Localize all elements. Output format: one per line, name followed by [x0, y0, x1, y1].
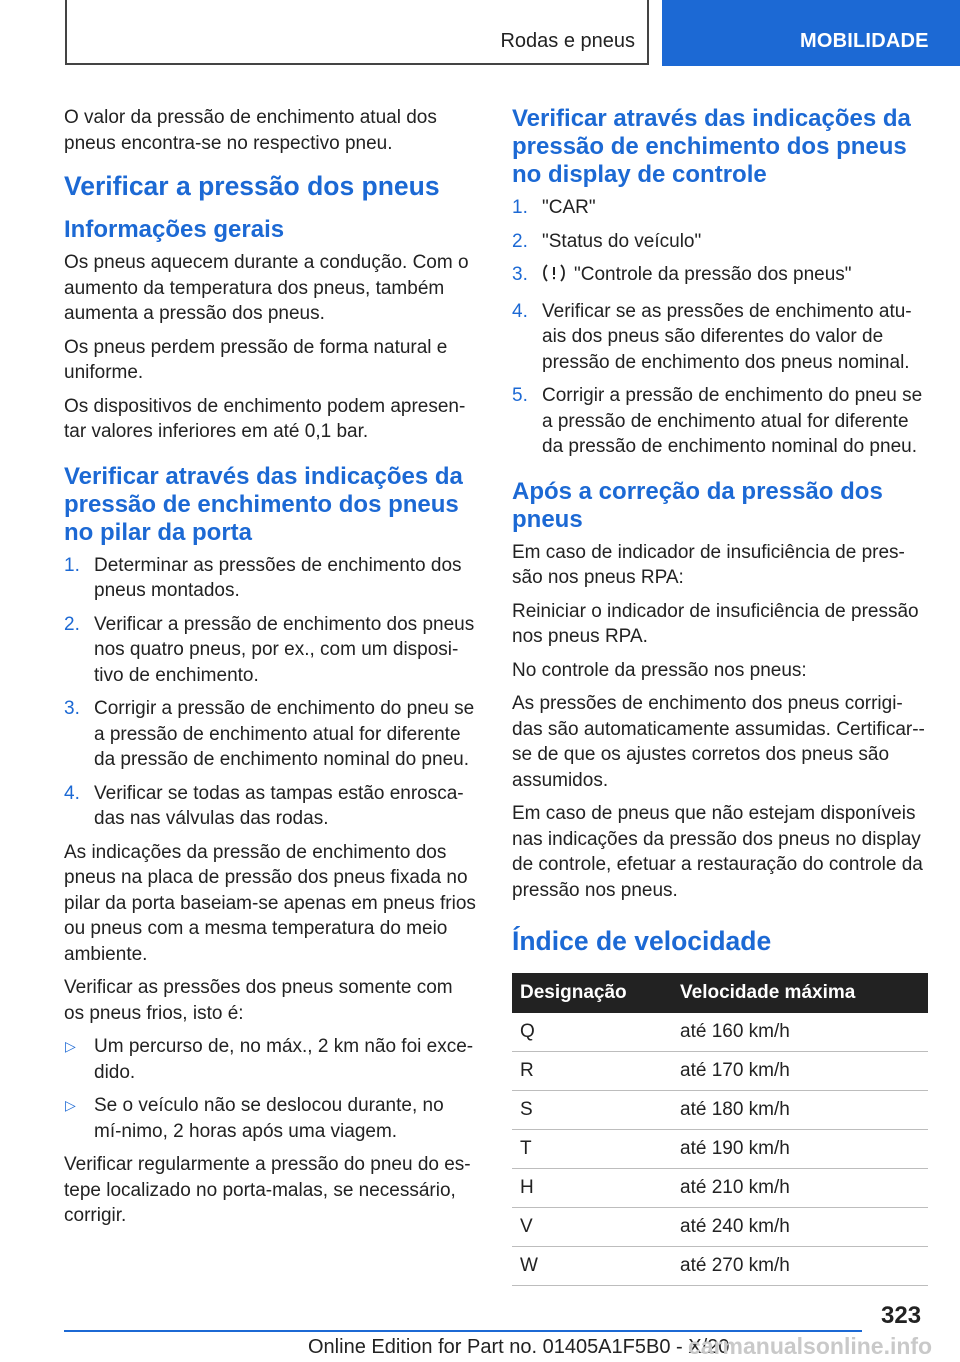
- heading-speed-index: Índice de velocidade: [512, 926, 772, 956]
- speed-index-table: [512, 973, 928, 1286]
- step-text: "CAR": [542, 197, 596, 218]
- table-row: [512, 1208, 928, 1247]
- list-item: [64, 1034, 476, 1085]
- header-chapter-label: MOBILIDADE: [800, 30, 929, 52]
- list-item: [64, 1093, 476, 1144]
- page-number: 323: [881, 1302, 922, 1329]
- triangle-bullet-icon: ▷: [65, 1038, 76, 1054]
- step-text: "Status do veículo": [542, 230, 702, 252]
- step-number: 3.: [64, 698, 80, 719]
- watermark: carmanualsonline.info: [688, 1333, 933, 1359]
- list-item: [64, 696, 476, 773]
- step-text: Corrigir a pressão de enchimento do pneu se a pressão de enchimento atual for diferente da pressão de enchimento nominal do pneu.: [542, 385, 923, 457]
- triangle-bullet-icon: ▷: [65, 1097, 76, 1113]
- body-paragraph: No controle da pressão nos pneus:: [512, 659, 807, 681]
- door-pillar-steps: [64, 553, 476, 832]
- list-item: [512, 229, 928, 255]
- body-paragraph: As indicações da pressão de enchimento dos pneus na placa de pressão dos pneus fixada no pilar da porta baseiam-se apenas em pneus frios ou pneus com a mesma temperatura do meio ambiente.: [64, 841, 476, 965]
- list-item: [512, 262, 928, 291]
- cell-designation: R: [512, 1052, 672, 1091]
- footer-rule: [64, 1330, 862, 1332]
- step-number: 4.: [512, 300, 528, 322]
- cell-max-speed: até 270 km/h: [672, 1247, 928, 1286]
- bullet-text: Um percurso de, no máx., 2 km não foi exce-dido.: [94, 1036, 474, 1083]
- info-paragraph: Os pneus aquecem durante a condução. Com o aumento da temperatura dos pneus, também aumenta a pressão dos pneus.: [64, 252, 469, 324]
- cell-max-speed: até 180 km/h: [672, 1091, 928, 1130]
- body-paragraph: Verificar as pressões dos pneus somente com os pneus frios, isto é:: [64, 977, 453, 1024]
- step-text: Verificar se as pressões de enchimento atu-ais dos pneus são diferentes do valor de pressão de enchimento dos pneus nominal.: [542, 300, 912, 373]
- list-item: [64, 781, 476, 832]
- table-header-row: [512, 973, 928, 1013]
- step-number: 1.: [512, 197, 528, 218]
- cell-designation: Q: [512, 1013, 672, 1052]
- step-number: 2.: [512, 230, 528, 252]
- cell-designation: V: [512, 1208, 672, 1247]
- bullet-text: Se o veículo não se deslocou durante, no mí-nimo, 2 horas após uma viagem.: [94, 1095, 444, 1142]
- header-rule-divider: [647, 0, 649, 64]
- step-number: 3.: [512, 264, 528, 285]
- body-paragraph: Em caso de pneus que não estejam disponíveis nas indicações da pressão dos pneus no display de controle, efetuar a restauração do controle da pressão nos pneus.: [512, 803, 923, 901]
- table-row: [512, 1013, 928, 1052]
- list-item: [512, 299, 928, 376]
- header-rule-bottom: [65, 63, 649, 65]
- body-paragraph: As pressões de enchimento dos pneus corrigi-das são automaticamente assumidas. Certificar--se de que os ajustes corretos dos pneus são assumidos.: [512, 693, 925, 791]
- heading-after-correction: Após a correção da pressão dos pneus: [512, 477, 883, 533]
- body-paragraph: Reiniciar o indicador de insuficiência de pressão nos pneus RPA.: [512, 600, 919, 647]
- cell-designation: T: [512, 1130, 672, 1169]
- left-column: [64, 105, 476, 1237]
- step-number: 5.: [512, 385, 528, 406]
- table-row: [512, 1130, 928, 1169]
- display-steps: [512, 195, 928, 460]
- list-item: [512, 383, 928, 460]
- page-header: [0, 0, 960, 66]
- table-row: [512, 1052, 928, 1091]
- table-row: [512, 1247, 928, 1286]
- step-text: Determinar as pressões de enchimento dos pneus montados.: [94, 554, 462, 601]
- heading-check-pressure: Verificar a pressão dos pneus: [64, 171, 440, 201]
- table-row: [512, 1169, 928, 1208]
- body-paragraph: Em caso de indicador de insuficiência de pres-são nos pneus RPA:: [512, 541, 905, 588]
- header-rule-left: [65, 0, 67, 64]
- heading-general-info: Informações gerais: [64, 216, 285, 243]
- cell-designation: W: [512, 1247, 672, 1286]
- cell-max-speed: até 160 km/h: [672, 1013, 928, 1052]
- step-number: 2.: [64, 613, 80, 635]
- cell-max-speed: até 210 km/h: [672, 1169, 928, 1208]
- column-header-max-speed: Velocidade máxima: [672, 973, 928, 1013]
- right-column: [512, 105, 928, 1286]
- info-paragraph: Os pneus perdem pressão de forma natural e uniforme.: [64, 336, 448, 383]
- step-number: 4.: [64, 782, 80, 804]
- list-item: [64, 612, 476, 689]
- cell-designation: S: [512, 1091, 672, 1130]
- list-item: [64, 553, 476, 604]
- tire-pressure-warning-icon: [542, 263, 566, 291]
- table-row: [512, 1091, 928, 1130]
- list-item: [512, 195, 928, 221]
- heading-door-pillar: Verificar através das indicações da pressão de enchimento dos pneus no pilar da porta: [64, 462, 463, 546]
- step-number: 1.: [64, 554, 80, 576]
- heading-control-display: Verificar através das indicações da pressão de enchimento dos pneus no display de controle: [512, 105, 911, 188]
- cell-max-speed: até 190 km/h: [672, 1130, 928, 1169]
- cell-max-speed: até 170 km/h: [672, 1052, 928, 1091]
- step-text: Corrigir a pressão de enchimento do pneu se a pressão de enchimento atual for diferente da pressão de enchimento nominal do pneu.: [94, 698, 475, 770]
- body-paragraph: Verificar regularmente a pressão do pneu do es-tepe localizado no porta-malas, se necessário, corrigir.: [64, 1154, 471, 1226]
- step-text: "Controle da pressão dos pneus": [574, 264, 852, 285]
- cell-designation: H: [512, 1169, 672, 1208]
- step-text: Verificar a pressão de enchimento dos pneus nos quatro pneus, por ex., com um disposi-tivo de enchimento.: [94, 613, 475, 686]
- cold-tire-conditions: [64, 1034, 476, 1144]
- info-paragraph: Os dispositivos de enchimento podem apresen-tar valores inferiores em até 0,1 bar.: [64, 395, 466, 442]
- footer-edition-text: Online Edition for Part no. 01405A1F5B0 - X/20: [308, 1336, 730, 1358]
- header-chapter-tab: [662, 0, 960, 66]
- column-header-designation: Designação: [512, 973, 672, 1013]
- intro-paragraph: O valor da pressão de enchimento atual dos pneus encontra-se no respectivo pneu.: [64, 107, 437, 154]
- step-text: Verificar se todas as tampas estão enrosca-das nas válvulas das rodas.: [94, 782, 464, 829]
- header-section-title: Rodas e pneus: [500, 30, 635, 52]
- cell-max-speed: até 240 km/h: [672, 1208, 928, 1247]
